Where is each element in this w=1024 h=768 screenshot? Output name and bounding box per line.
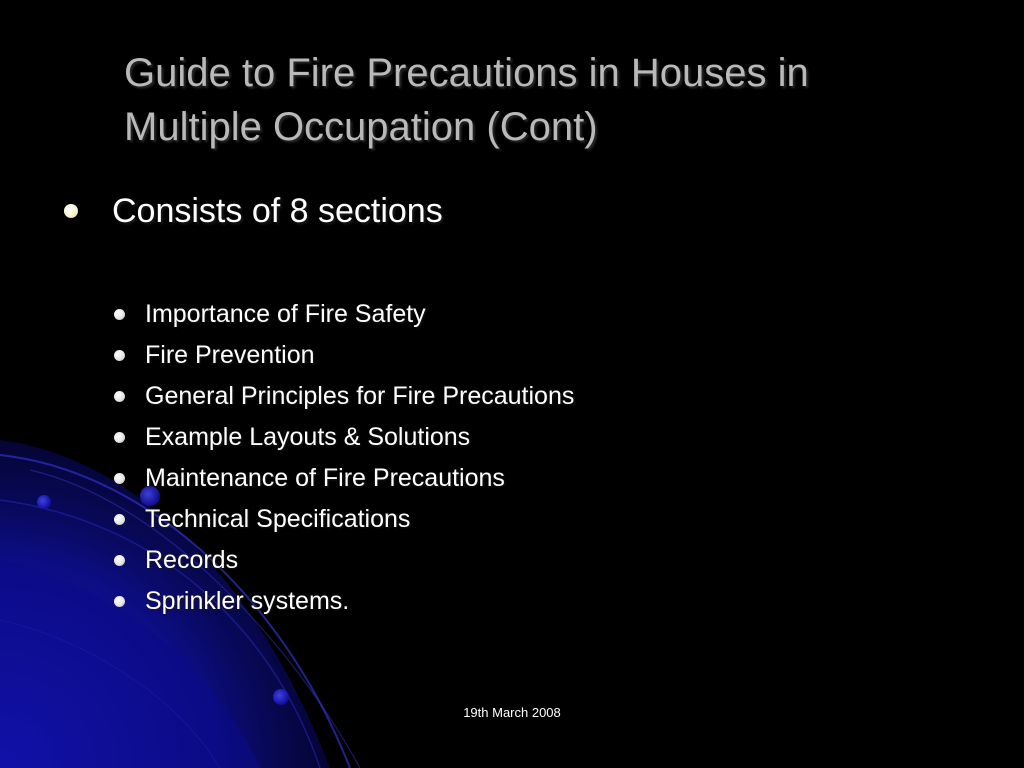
section-item [114, 458, 574, 499]
bullet-dot-icon [114, 432, 125, 443]
section-item-text: Importance of Fire Safety [145, 300, 426, 328]
bullet-dot-icon [114, 391, 125, 402]
section-item-text: Records [145, 546, 239, 574]
bullet-dot-icon [114, 596, 125, 607]
sections-list [114, 294, 574, 622]
section-item [114, 540, 574, 581]
section-item [114, 499, 574, 540]
section-item [114, 417, 574, 458]
section-item-text: Maintenance of Fire Precautions [145, 464, 505, 492]
section-item [114, 335, 574, 376]
section-item-text: Fire Prevention [145, 341, 315, 369]
bullet-dot-icon [114, 309, 125, 320]
slide-title-line-1: Guide to Fire Precautions in Houses in [124, 51, 809, 95]
bullet-dot-icon [114, 350, 125, 361]
bullet-dot-icon [114, 514, 125, 525]
section-item-text: Technical Specifications [145, 505, 411, 533]
bullet-dot-icon [64, 204, 78, 218]
main-bullet-point [64, 186, 443, 236]
main-bullet-text: Consists of 8 sections [112, 191, 443, 230]
slide-title [124, 46, 984, 154]
footer-date: 19th March 2008 [463, 705, 561, 720]
bullet-dot-icon [114, 555, 125, 566]
section-item-text: General Principles for Fire Precautions [145, 382, 575, 410]
section-item [114, 376, 574, 417]
slide-title-line-2: Multiple Occupation (Cont) [124, 105, 598, 149]
bullet-dot-icon [114, 473, 125, 484]
section-item [114, 581, 574, 622]
section-item [114, 294, 574, 335]
section-item-text: Sprinkler systems. [145, 587, 350, 615]
section-item-text: Example Layouts & Solutions [145, 423, 471, 451]
